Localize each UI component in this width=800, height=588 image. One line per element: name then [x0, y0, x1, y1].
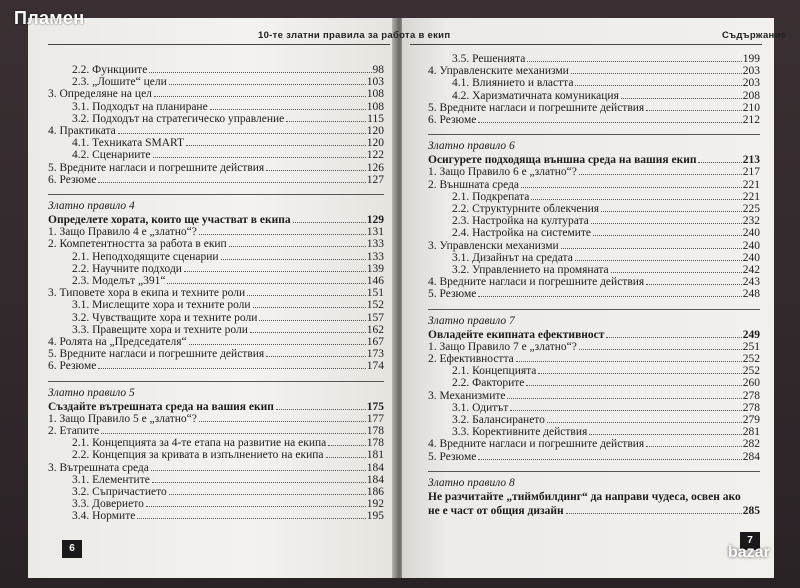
- toc-entry-text: 3. Определяне на цел: [48, 88, 152, 101]
- leader-dots: [507, 397, 741, 399]
- leader-dots: [646, 109, 742, 111]
- leader-dots: [646, 283, 742, 285]
- toc-page-number: 115: [367, 112, 384, 125]
- toc-entry-text: 4. Вредните нагласи и погрешните действия: [428, 276, 645, 289]
- toc-entry: [72, 509, 384, 523]
- toc-page-number: 203: [742, 65, 760, 78]
- leader-dots: [579, 173, 742, 175]
- toc-entry-text: 3.2. Подходът на стратегическо управление: [72, 112, 285, 125]
- toc-page-number: 120: [366, 137, 384, 150]
- toc-entry-text: 2. Ефективността: [428, 353, 514, 365]
- toc-page-number: 284: [742, 450, 760, 463]
- leader-dots: [250, 331, 366, 333]
- left-page-number: 6: [62, 540, 82, 558]
- toc-page-number: 242: [742, 264, 760, 276]
- toc-entry-text: 6. Резюме: [428, 114, 477, 126]
- toc-entry-text: 1. Защо Правило 7 е „златно“?: [428, 340, 577, 353]
- leader-dots: [510, 409, 741, 411]
- toc-page-number: 221: [742, 178, 760, 191]
- toc-page-number: 184: [366, 473, 384, 486]
- toc-entry-text: 3.2. Чувстващите хора и техните роли: [72, 311, 258, 324]
- leader-dots: [210, 108, 366, 110]
- leader-dots: [276, 408, 366, 410]
- toc-page-number: 225: [742, 203, 760, 215]
- toc-page-number: 139: [366, 262, 384, 275]
- toc-page-number: 240: [742, 251, 760, 264]
- leader-dots: [516, 360, 742, 362]
- toc-entry: [48, 359, 384, 373]
- leader-dots: [169, 493, 366, 495]
- toc-chapter-title: [428, 504, 760, 518]
- toc-entry-text: Осигурете подходяща външна среда на вашия екип: [428, 154, 697, 167]
- leader-dots: [247, 294, 366, 296]
- toc-entry-text: 3. Механизмите: [428, 389, 506, 402]
- toc-page-number: 208: [742, 89, 760, 102]
- toc-page-number: 129: [366, 214, 384, 226]
- leader-dots: [478, 295, 741, 297]
- toc-entry-text: 2.3. „Лошите“ цели: [72, 76, 167, 89]
- toc-entry-text: 2.2. Концепция за кривата в изпълнението на екипа: [72, 449, 324, 462]
- toc-page-number: 127: [366, 173, 384, 186]
- toc-entry-text: 3.5. Решенията: [452, 53, 526, 65]
- toc-page-number: 108: [366, 88, 384, 101]
- toc-entry-text: 4. Практиката: [48, 125, 116, 137]
- toc-page-number: 192: [366, 498, 384, 511]
- toc-page-number: 278: [742, 389, 760, 402]
- section-separator: [48, 381, 384, 382]
- toc-entry-text: 3.3. Корективните действия: [452, 426, 588, 439]
- right-running-head: Съдържание: [722, 30, 787, 41]
- toc-page-number: 122: [366, 149, 384, 162]
- leader-dots: [575, 259, 742, 261]
- toc-page-number: 282: [742, 438, 760, 451]
- leader-dots: [589, 433, 741, 435]
- toc-entry-text: 3.4. Нормите: [72, 510, 136, 523]
- toc-page-number: 217: [742, 166, 760, 179]
- toc-page-number: 243: [742, 276, 760, 289]
- toc-page-number: 108: [366, 100, 384, 113]
- leader-dots: [184, 270, 366, 272]
- toc-page-number: 157: [366, 311, 384, 324]
- section-separator: [428, 309, 760, 310]
- leader-dots: [575, 84, 741, 86]
- toc-chapter-title: Не разчитайте „тиймбилдинг“ да направи чудеса, освен ако: [428, 490, 741, 503]
- toc-entry-text: 3.2. Балансирането: [452, 414, 545, 426]
- left-header-rule: [48, 44, 390, 45]
- right-header-rule: [410, 44, 762, 45]
- toc-page-number: 260: [742, 377, 760, 390]
- toc-entry-text: 4.2. Харизматичната комуникация: [452, 89, 619, 102]
- leader-dots: [621, 97, 742, 99]
- toc-page-number: 131: [366, 226, 384, 239]
- golden-rule-label: Златно правило 5: [48, 386, 135, 399]
- toc-entry-text: 2.1. Концепцията: [452, 365, 537, 378]
- toc-page-number: 210: [742, 101, 760, 114]
- leader-dots: [538, 372, 741, 374]
- toc-entry-text: 3.2. Управлението на промяната: [452, 264, 609, 276]
- section-separator: [48, 194, 384, 195]
- toc-page-number: 152: [366, 299, 384, 312]
- toc-entry-text: 6. Резюме: [48, 360, 97, 373]
- leader-dots: [266, 355, 366, 357]
- leader-dots: [579, 348, 742, 350]
- toc-page-number: 199: [742, 53, 760, 65]
- leader-dots: [478, 458, 741, 460]
- toc-entry-text: 5. Вредните нагласи и погрешните действия: [48, 161, 265, 174]
- toc-entry-text: Овладейте екипната ефективност: [428, 328, 605, 341]
- toc-page-number: 133: [366, 250, 384, 263]
- toc-entry-text: 4.1. Влиянието и властта: [452, 77, 574, 90]
- toc-page-number: 285: [742, 504, 760, 517]
- leader-dots: [571, 72, 742, 74]
- toc-entry: [428, 450, 760, 464]
- leader-dots: [601, 210, 742, 212]
- leader-dots: [591, 222, 742, 224]
- leader-dots: [259, 319, 365, 321]
- toc-entry-text: 2.2. Структурните облекчения: [452, 203, 600, 215]
- toc-page-number: 203: [742, 77, 760, 90]
- leader-dots: [118, 132, 366, 134]
- toc-entry-text: 2.2. Научните подходи: [72, 262, 182, 275]
- toc-page-number: 251: [742, 340, 760, 353]
- toc-entry-text: 3.1. Мислещите хора и техните роли: [72, 299, 251, 312]
- leader-dots: [606, 336, 741, 338]
- toc-entry-text: 5. Резюме: [428, 288, 477, 301]
- toc-entry-text: 4.1. Техниката SMART: [72, 137, 185, 150]
- toc-page-number: 232: [742, 215, 760, 228]
- toc-page-number: 178: [366, 437, 384, 450]
- toc-page-number: 126: [366, 161, 384, 174]
- toc-page-number: 103: [366, 76, 384, 89]
- toc-page-number: 133: [366, 238, 384, 251]
- toc-entry-text: 1. Защо Правило 6 е „златно“?: [428, 166, 577, 179]
- leader-dots: [293, 221, 366, 223]
- leader-dots: [98, 181, 365, 183]
- toc-page-number: 221: [742, 190, 760, 203]
- toc-page-number: 175: [366, 400, 384, 413]
- leader-dots: [167, 282, 365, 284]
- toc-entry-text: 2. Етапите: [48, 425, 100, 437]
- leader-dots: [593, 234, 742, 236]
- toc-page-number: 212: [742, 114, 760, 126]
- toc-entry-text: 2.3. Настройка на културата: [452, 215, 589, 228]
- toc-page-number: 181: [366, 449, 384, 462]
- toc-page-number: 240: [742, 239, 760, 252]
- toc-entry: [428, 113, 760, 127]
- toc-entry-text: 5. Вредните нагласи и погрешните действия: [428, 101, 645, 114]
- leader-dots: [154, 95, 366, 97]
- toc-entry-text: 3.2. Съпричастието: [72, 486, 167, 498]
- toc-page-number: 178: [366, 425, 384, 437]
- toc-entry-text: 5. Вредните нагласи и погрешните действия: [48, 348, 265, 361]
- leader-dots: [153, 156, 366, 158]
- toc-entry-text: 5. Резюме: [428, 450, 477, 463]
- toc-entry: [428, 287, 760, 301]
- toc-page-number: 167: [366, 336, 384, 348]
- leader-dots: [221, 258, 366, 260]
- leader-dots: [229, 245, 366, 247]
- toc-entry-text: 2. Компетентността за работа в екип: [48, 238, 227, 251]
- leader-dots: [698, 161, 741, 163]
- leader-dots: [189, 343, 366, 345]
- toc-page-number: 173: [366, 348, 384, 361]
- toc-entry-text: 2.1. Подкрепата: [452, 190, 530, 203]
- leader-dots: [169, 83, 366, 85]
- leader-dots: [199, 233, 366, 235]
- leader-dots: [98, 367, 365, 369]
- toc-page-number: 249: [742, 328, 760, 341]
- toc-entry-text: 4. Ролята на „Председателя“: [48, 336, 187, 348]
- leader-dots: [101, 432, 366, 434]
- toc-entry-text: 4. Управленските механизми: [428, 65, 569, 78]
- leader-dots: [253, 306, 366, 308]
- toc-entry-text: 3.1. Елементите: [72, 473, 150, 486]
- leader-dots: [186, 144, 366, 146]
- leader-dots: [566, 512, 742, 514]
- golden-rule-label: Златно правило 8: [428, 476, 515, 489]
- leader-dots: [149, 71, 371, 73]
- section-separator: [428, 471, 760, 472]
- toc-entry-text: Определете хората, които ще участват в екипа: [48, 214, 291, 226]
- toc-entry-text: 3.3. Доверието: [72, 498, 144, 511]
- toc-page-number: 162: [366, 323, 384, 336]
- leader-dots: [526, 384, 741, 386]
- leader-dots: [326, 456, 366, 458]
- leader-dots: [527, 60, 741, 62]
- toc-page-number: 120: [366, 125, 384, 137]
- toc-entry-text: 2. Външната среда: [428, 178, 519, 191]
- toc-entry-text: 3.1. Дизайнът на средата: [452, 251, 573, 264]
- toc-page-number: 151: [366, 287, 384, 300]
- leader-dots: [328, 444, 365, 446]
- left-running-head: 10-те златни правила за работа в екип: [258, 30, 451, 41]
- toc-page-number: 195: [366, 510, 384, 523]
- leader-dots: [478, 121, 741, 123]
- leader-dots: [151, 469, 366, 471]
- toc-entry-text: 3.1. Одитът: [452, 401, 509, 414]
- leader-dots: [531, 198, 741, 200]
- toc-entry-text: 2.3. Моделът „391“: [72, 275, 166, 287]
- toc-entry-text: 4.2. Сценариите: [72, 149, 151, 162]
- golden-rule-label: Златно правило 6: [428, 140, 515, 153]
- leader-dots: [286, 120, 366, 122]
- toc-entry-text: 3. Вътрешната среда: [48, 461, 149, 474]
- toc-entry-text: Създайте вътрешната среда на вашия екип: [48, 400, 274, 413]
- toc-page-number: 281: [742, 426, 760, 439]
- toc-page-number: 184: [366, 461, 384, 474]
- toc-page-number: 240: [742, 227, 760, 240]
- leader-dots: [611, 271, 742, 273]
- toc-entry-text: 2.2. Факторите: [452, 377, 525, 390]
- golden-rule-label: Златно правило 4: [48, 200, 135, 212]
- toc-page-number: 213: [742, 154, 760, 167]
- leader-dots: [137, 517, 365, 519]
- leader-dots: [199, 420, 366, 422]
- toc-entry-text: 2.1. Концепцията за 4-те етапа на развитие на екипа: [72, 437, 327, 450]
- toc-entry-text: 4. Вредните нагласи и погрешните действия: [428, 438, 645, 451]
- leader-dots: [547, 421, 742, 423]
- toc-page-number: 252: [742, 365, 760, 378]
- toc-page-number: 279: [742, 414, 760, 426]
- toc-page-number: 174: [366, 360, 384, 373]
- toc-entry-text: 2.4. Настройка на системите: [452, 227, 592, 240]
- section-separator: [428, 134, 760, 135]
- leader-dots: [266, 169, 366, 171]
- toc-page-number: 177: [366, 412, 384, 425]
- toc-entry-text: 3.3. Правещите хора и техните роли: [72, 323, 248, 336]
- toc-page-number: 98: [372, 64, 384, 76]
- toc-entry: [48, 173, 384, 187]
- toc-entry-text: 3. Управленски механизми: [428, 239, 559, 252]
- toc-entry-text: не е част от общия дизайн: [428, 504, 564, 517]
- leader-dots: [146, 505, 366, 507]
- leader-dots: [521, 186, 742, 188]
- toc-entry-text: 1. Защо Правило 5 е „златно“?: [48, 412, 197, 425]
- watermark-name: Пламен: [14, 8, 85, 28]
- leader-dots: [561, 247, 742, 249]
- toc-entry-text: 3.1. Подходът на планиране: [72, 100, 208, 113]
- toc-entry-text: 1. Защо Правило 4 е „златно“?: [48, 226, 197, 239]
- toc-page-number: 186: [366, 486, 384, 498]
- toc-entry-text: 2.2. Функциите: [72, 64, 148, 76]
- toc-entry-text: 3. Типовете хора в екипа и техните роли: [48, 287, 246, 300]
- toc-page-number: 252: [742, 353, 760, 365]
- toc-page-number: 146: [366, 275, 384, 287]
- right-page-number: 7: [740, 532, 760, 550]
- toc-page-number: 248: [742, 288, 760, 301]
- leader-dots: [646, 445, 742, 447]
- toc-entry-text: 2.1. Неподходящите сценарии: [72, 250, 219, 263]
- bazar-logo: bazar: [728, 544, 770, 561]
- leader-dots: [152, 481, 366, 483]
- toc-entry-text: 6. Резюме: [48, 173, 97, 186]
- golden-rule-label: Златно правило 7: [428, 314, 515, 327]
- toc-page-number: 278: [742, 401, 760, 414]
